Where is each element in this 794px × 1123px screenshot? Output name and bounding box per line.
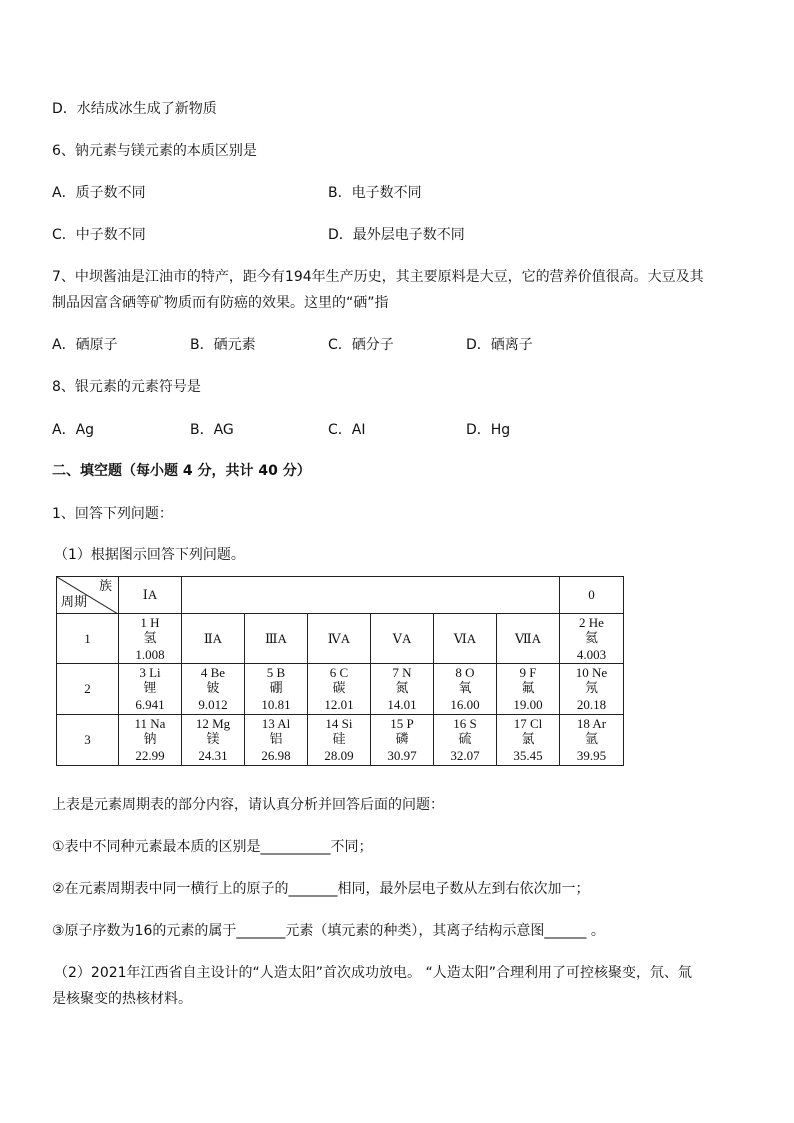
element-number-symbol: 14 Si — [325, 716, 353, 731]
fill1-sub2: ②在元素周期表中同一横行上的原子的_______相同，最外层电子数从左到右依次加一； — [52, 881, 590, 897]
element-number-symbol: 2 He — [579, 614, 604, 630]
q8-option-b: B．AG — [190, 422, 234, 438]
element-name: 铝 — [269, 732, 283, 747]
element-cell — [244, 664, 307, 715]
element-number-symbol: 7 N — [392, 665, 412, 680]
table-row-period-2 — [57, 664, 624, 715]
element-number-symbol: 17 Cl — [513, 716, 543, 731]
element-name: 氟 — [521, 681, 535, 696]
element-mass: 35.45 — [513, 748, 543, 763]
group-header-6a: ⅥA — [433, 614, 496, 664]
element-mass: 32.07 — [450, 748, 480, 763]
table-row-period-1 — [57, 614, 624, 664]
q6-option-a: A．质子数不同 — [52, 185, 146, 201]
element-cell — [370, 715, 433, 766]
fill1-part2-line1: （2）2021年江西省自主设计的“人造太阳”首次成功放电。 “人造太阳”合理利用了可控核聚变，氘、氚 — [54, 965, 692, 981]
element-cell-h — [118, 614, 181, 664]
table-header-row — [57, 577, 624, 614]
element-number-symbol: 3 Li — [139, 665, 161, 680]
header-gap — [181, 577, 559, 614]
element-mass: 16.00 — [450, 697, 480, 712]
element-mass: 9.012 — [198, 697, 228, 712]
element-name: 氩 — [584, 732, 598, 747]
element-number-symbol: 5 B — [266, 665, 286, 680]
q8-option-a: A．Ag — [52, 422, 95, 438]
element-cell — [307, 664, 370, 715]
element-number-symbol: 6 C — [329, 665, 349, 680]
element-cell — [433, 664, 496, 715]
element-mass: 26.98 — [261, 748, 291, 763]
element-mass: 30.97 — [387, 748, 417, 763]
element-name: 氦 — [584, 630, 598, 646]
element-mass: 20.18 — [576, 697, 607, 712]
element-cell — [307, 715, 370, 766]
element-name: 硼 — [269, 681, 283, 696]
q8-option-d: D．Hg — [466, 422, 511, 438]
group-header-0: 0 — [559, 577, 623, 614]
element-mass: 10.81 — [261, 697, 291, 712]
element-number-symbol: 10 Ne — [575, 665, 608, 680]
corner-group-label: 族 — [98, 579, 112, 594]
element-mass: 39.95 — [576, 748, 607, 763]
periodic-table — [56, 576, 624, 766]
q7-stem-line2: 制品因富含硒等矿物质而有防癌的效果。这里的“硒”指 — [52, 295, 389, 311]
element-name: 铍 — [206, 681, 220, 696]
group-header-5a: ⅤA — [370, 614, 433, 664]
element-cell — [118, 715, 181, 766]
group-header-7a: ⅦA — [496, 614, 559, 664]
element-number-symbol: 4 Be — [200, 665, 226, 680]
element-number-symbol: 11 Na — [134, 716, 166, 731]
element-cell — [181, 715, 244, 766]
element-number-symbol: 16 S — [453, 716, 477, 731]
group-header-4a: ⅣA — [307, 614, 370, 664]
element-cell — [118, 664, 181, 715]
table-intro: 上表是元素周期表的部分内容，请认真分析并回答后面的问题： — [52, 797, 444, 813]
element-name: 硅 — [332, 732, 346, 747]
element-name: 镁 — [206, 732, 220, 747]
q8-option-c: C．AI — [328, 422, 366, 438]
q8-stem: 8、银元素的元素符号是 — [52, 379, 201, 395]
element-number-symbol: 9 F — [519, 665, 537, 680]
element-number-symbol: 1 H — [140, 614, 160, 630]
q7-option-c: C．硒分子 — [328, 337, 394, 353]
element-mass: 12.01 — [324, 697, 354, 712]
element-mass: 6.941 — [135, 697, 165, 712]
element-cell — [433, 715, 496, 766]
q6-option-c: C．中子数不同 — [52, 227, 146, 243]
element-name: 氢 — [143, 630, 157, 646]
element-cell — [181, 664, 244, 715]
element-name: 氧 — [458, 681, 472, 696]
element-name: 硫 — [458, 732, 472, 747]
group-header-3a: ⅢA — [244, 614, 307, 664]
q6-stem: 6、钠元素与镁元素的本质区别是 — [52, 143, 257, 159]
element-name: 氖 — [584, 681, 598, 696]
q5-option-d: D．水结成冰生成了新物质 — [52, 101, 217, 117]
period-label-2: 2 — [57, 664, 119, 715]
element-cell-he — [559, 614, 623, 664]
element-mass: 4.003 — [576, 646, 607, 662]
q7-option-d: D．硒离子 — [466, 337, 533, 353]
period-label-3: 3 — [57, 715, 119, 766]
group-header-2a: ⅡA — [181, 614, 244, 664]
element-number-symbol: 18 Ar — [576, 716, 607, 731]
element-cell — [559, 715, 623, 766]
element-cell — [244, 715, 307, 766]
element-number-symbol: 15 P — [390, 716, 414, 731]
element-number-symbol: 13 Al — [261, 716, 291, 731]
element-name: 氮 — [395, 681, 409, 696]
element-number-symbol: 12 Mg — [195, 716, 231, 731]
element-name: 钠 — [143, 732, 157, 747]
fill1-sub3: ③原子序数为16的元素的属于_______元素（填元素的种类），其离子结构示意图______ 。 — [52, 923, 605, 939]
q7-option-a: A．硒原子 — [52, 337, 118, 353]
element-name: 碳 — [332, 681, 346, 696]
element-cell — [370, 664, 433, 715]
element-number-symbol: 8 O — [455, 665, 475, 680]
element-mass: 28.09 — [324, 748, 354, 763]
table-corner — [57, 577, 119, 614]
fill1-part1: （1）根据图示回答下列问题。 — [54, 547, 245, 563]
q7-option-b: B．硒元素 — [190, 337, 256, 353]
corner-period-label: 周期 — [61, 595, 88, 610]
element-mass: 24.31 — [198, 748, 228, 763]
q6-option-b: B．电子数不同 — [328, 185, 422, 201]
fill1-sub1: ①表中不同种元素最本质的区别是__________不同； — [52, 839, 373, 855]
period-label-1: 1 — [57, 614, 119, 664]
element-name: 氯 — [521, 732, 535, 747]
element-name: 磷 — [395, 732, 409, 747]
element-name: 锂 — [143, 681, 157, 696]
fill1-stem: 1、回答下列问题： — [52, 506, 173, 522]
element-cell — [559, 664, 623, 715]
element-mass: 14.01 — [387, 697, 417, 712]
element-mass: 1.008 — [135, 646, 165, 662]
table-row-period-3 — [57, 715, 624, 766]
section-title: 二、填空题（每小题 4 分，共计 40 分） — [52, 463, 311, 479]
element-cell — [496, 715, 559, 766]
group-header-1a: ⅠA — [118, 577, 181, 614]
q6-option-d: D．最外层电子数不同 — [328, 227, 465, 243]
element-cell — [496, 664, 559, 715]
q7-stem-line1: 7、中坝酱油是江油市的特产，距今有194年生产历史，其主要原料是大豆，它的营养价值很高。大豆及其 — [52, 269, 704, 285]
element-mass: 22.99 — [135, 748, 165, 763]
fill1-part2-line2: 是核聚变的热核材料。 — [52, 991, 192, 1007]
element-mass: 19.00 — [513, 697, 543, 712]
